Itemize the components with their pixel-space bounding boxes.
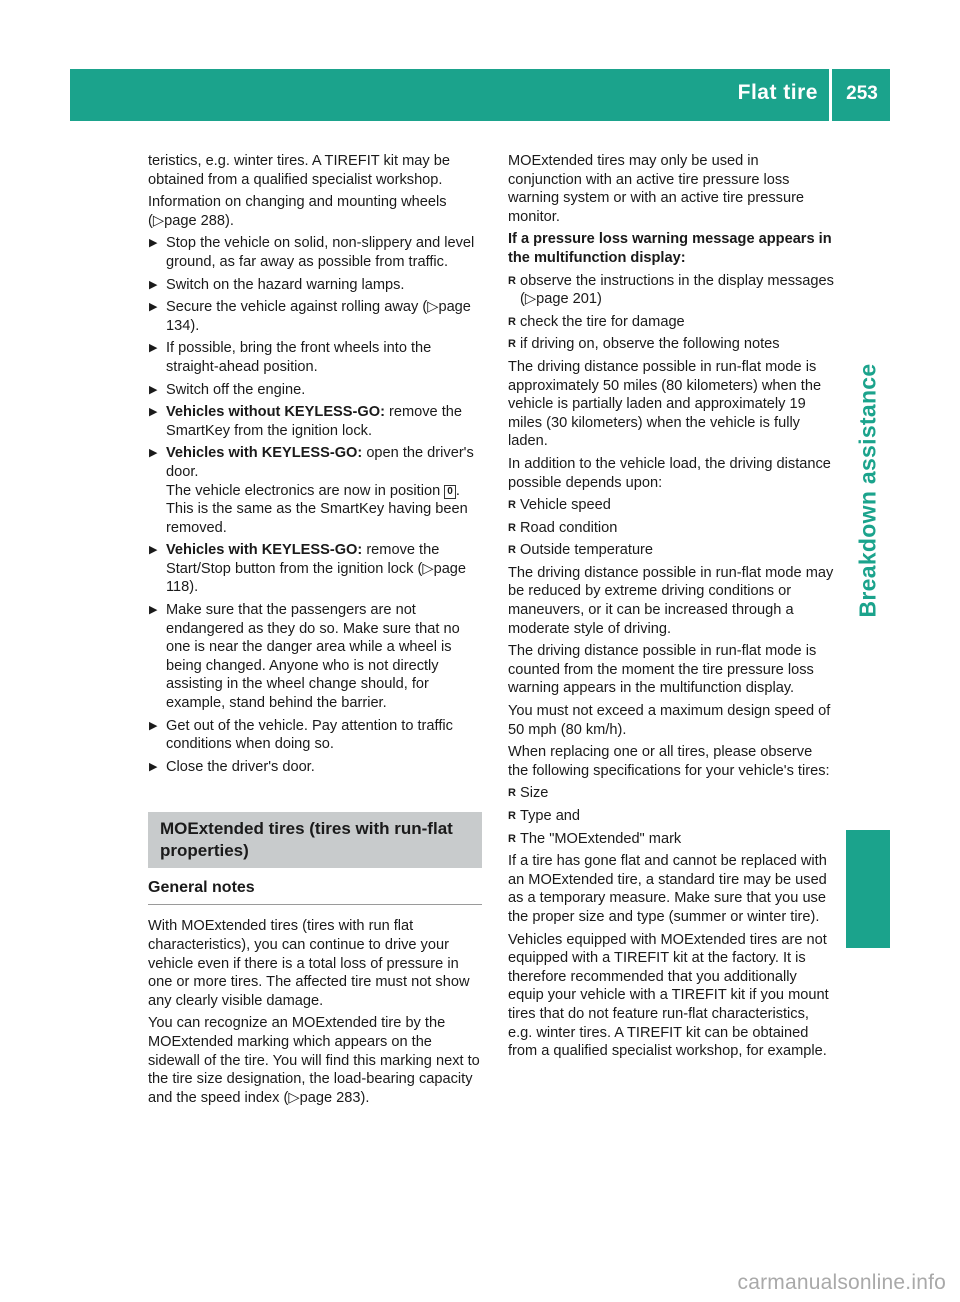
step-arrow-icon: ▶ (149, 447, 158, 460)
right-column (508, 152, 834, 1065)
bullet-item: R Road condition (508, 519, 618, 536)
page-ref-icon: ▷ (422, 560, 434, 577)
ignition-position-symbol: 0 (444, 485, 456, 499)
warning-heading: If a pressure loss warning message appears in the multifunction display: (508, 231, 832, 266)
flat-tire-paragraph: If a tire has gone flat and cannot be replaced with an MOExtended tire, a standard tire may be used as a temporary measure. Make sure that you use the proper size and type (summer or winter tire). (508, 853, 827, 925)
reduction-paragraph: The driving distance possible in run-flat mode may be reduced by extreme driving conditions or maneuvers, or it can be increased through a moderate style of driving. (508, 564, 834, 637)
header-bar (70, 69, 890, 121)
step-item: ▶ Secure the vehicle against rolling away (▷page 134). (149, 299, 471, 334)
step-item: ▶ Vehicles without KEYLESS-GO: remove the SmartKey from the ignition lock. (149, 404, 463, 439)
bullet-icon: R (508, 274, 516, 287)
step-arrow-icon: ▶ (149, 301, 158, 314)
side-tab (846, 160, 890, 820)
page-ref-icon: ▷ (288, 1089, 300, 1106)
subsection-heading: General notes (148, 878, 482, 905)
step-arrow-icon: ▶ (149, 406, 158, 419)
marking-paragraph: You can recognize an MOExtended tire by the MOExtended marking which appears on the sidewall of the tire. You will find this marking next to the tire size designation, the load-bearing capacity and the speed index (▷page 283). (148, 1015, 480, 1106)
bullet-item: R Type and (508, 808, 581, 824)
tirefit-paragraph: Vehicles equipped with MOExtended tires are not equipped with a TIREFIT kit at the factory. It is therefore recommended that you additionally equip your vehicle with a TIREFIT kit if you mount tires that do not feature run-flat characteristics, e.g. winter tires. A TIREFIT kit can be obtained from a qualified specialist workshop, for example. (508, 931, 829, 1060)
step-arrow-icon: ▶ (149, 278, 158, 291)
step-item: ▶ Vehicles with KEYLESS-GO: remove the Start/Stop button from the ignition lock (▷page 118). (149, 542, 467, 596)
bullet-item: R observe the instructions in the display messages (▷page 201) (508, 272, 834, 308)
page-ref-icon: ▷ (152, 212, 165, 229)
distance-paragraph: The driving distance possible in run-flat mode is approximately 50 miles (80 kilometers) when the vehicle is partially laden and approximately 19 miles (30 kilometers) when the vehicle is fully laden. (508, 358, 822, 450)
step-item: ▶ Vehicles with KEYLESS-GO: open the driver's door. The vehicle electronics are now in position 0 . This is the same as the SmartKey having been removed. (149, 445, 474, 536)
left-column (148, 152, 482, 1111)
wheel-info-paragraph: Information on changing and mounting wheels (▷page 288). (148, 194, 447, 229)
counting-paragraph: The driving distance possible in run-flat mode is counted from the moment the tire pressure loss warning appears in the multifunction display. (508, 643, 817, 697)
step-item: ▶ Close the driver's door. (149, 758, 315, 775)
step-item: ▶ If possible, bring the front wheels into the straight-ahead position. (149, 340, 432, 375)
factors-paragraph: In addition to the vehicle load, the driving distance possible depends upon: (508, 455, 831, 491)
side-tab-label: Breakdown assistance (854, 362, 881, 618)
bullet-icon: R (508, 787, 516, 800)
header-divider (829, 69, 832, 121)
step-item: ▶ Switch off the engine. (149, 381, 306, 398)
page-ref-link[interactable]: page 118). (166, 560, 467, 596)
section-heading: MOExtended tires (tires with run-flat properties) (148, 812, 482, 868)
bullet-item: R Vehicle speed (508, 497, 611, 514)
speed-paragraph: You must not exceed a maximum design speed of 50 mph (80 km/h). (508, 703, 831, 738)
step-arrow-icon: ▶ (149, 544, 158, 557)
page-ref-link[interactable]: page 288). (164, 212, 234, 229)
step-item: ▶ Stop the vehicle on solid, non-slippery and level ground, as far away as possible from traffic. (149, 235, 475, 270)
page-ref-link[interactable]: page 134). (166, 299, 471, 334)
bullet-icon: R (508, 832, 516, 845)
step-item: ▶ Switch on the hazard warning lamps. (149, 276, 405, 293)
step-item: ▶ Make sure that the passengers are not endangered as they do so. Make sure that no one is near the danger area while a wheel is being changed. Anyone who is not directly assisting in the wheel change should, for example, stand behind the barrier. (149, 602, 460, 712)
page-ref-link[interactable]: page 201) (536, 291, 602, 308)
step-arrow-icon: ▶ (149, 760, 158, 773)
watermark: carmanualsonline.info (737, 1271, 946, 1294)
step-arrow-icon: ▶ (149, 237, 158, 250)
general-notes-paragraph: With MOExtended tires (tires with run flat characteristics), you can continue to drive your vehicle even if there is a total loss of pressure in one or more tires. The affected tire must not show any clearly visible damage. (148, 918, 470, 1009)
page-number: 253 (846, 83, 878, 104)
bullet-item: R Size (508, 785, 549, 802)
page-ref-icon: ▷ (524, 291, 537, 308)
bullet-item: R check the tire for damage (508, 313, 685, 330)
bullet-icon: R (508, 499, 516, 512)
bullet-item: R The "MOExtended" mark (508, 830, 682, 847)
bullet-icon: R (508, 544, 516, 557)
bullet-icon: R (508, 315, 516, 328)
step-arrow-icon: ▶ (149, 719, 158, 732)
bullet-icon: R (508, 521, 516, 534)
bullet-item: R if driving on, observe the following notes (508, 336, 780, 353)
bullet-icon: R (508, 338, 516, 351)
replacement-paragraph: When replacing one or all tires, please observe the following specifications for your vehicle's tires: (508, 744, 830, 779)
page-ref-link[interactable]: page 283). (299, 1089, 370, 1106)
bullet-icon: R (508, 810, 516, 822)
page-ref-icon: ▷ (427, 299, 439, 316)
step-arrow-icon: ▶ (149, 604, 158, 617)
step-item: ▶ Get out of the vehicle. Pay attention to traffic conditions when doing so. (149, 717, 453, 753)
intro-paragraph: teristics, e.g. winter tires. A TIREFIT kit may be obtained from a qualified specialist workshop. (148, 153, 450, 188)
step-arrow-icon: ▶ (149, 383, 158, 396)
side-tab-marker (846, 830, 890, 948)
page-title: Flat tire (737, 81, 818, 104)
usage-paragraph: MOExtended tires may only be used in conjunction with an active tire pressure loss warning system or with an active tire pressure monitor. (508, 153, 805, 225)
bullet-item: R Outside temperature (508, 542, 654, 559)
step-arrow-icon: ▶ (149, 342, 158, 355)
